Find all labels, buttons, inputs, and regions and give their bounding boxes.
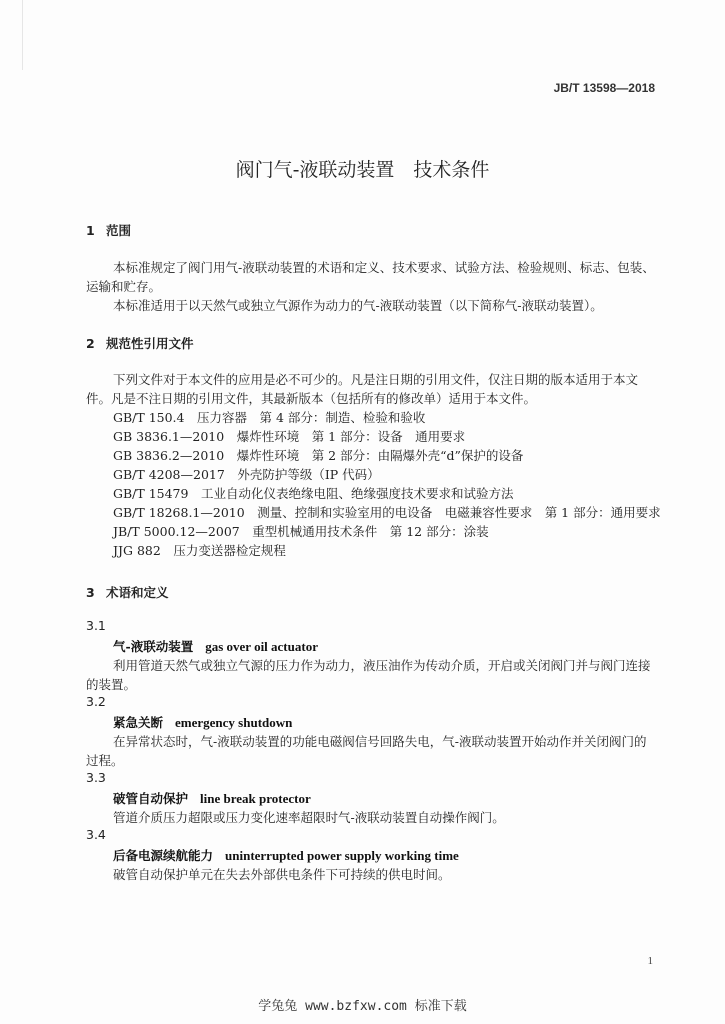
- section-number: 2: [86, 336, 95, 351]
- paragraph-line: 本标准规定了阀门用气-液联动装置的术语和定义、技术要求、试验方法、检验规则、标志、包装、: [113, 260, 655, 275]
- paragraph-line: 件。凡是不注日期的引用文件，其最新版本（包括所有的修改单）适用于本文件。: [86, 391, 537, 406]
- term-zh: 后备电源续航能力: [113, 848, 214, 863]
- section-3-heading: [86, 583, 169, 601]
- term-en: line break protector: [200, 791, 311, 806]
- term-number: 3.1: [86, 618, 106, 633]
- reference-item: GB 3836.1—2010 爆炸性环境 第 1 部分：设备 通用要求: [113, 429, 466, 444]
- term-heading: [113, 637, 318, 655]
- definition-line: 的装置。: [86, 677, 137, 692]
- term-zh: 破管自动保护: [113, 791, 189, 806]
- section-1-heading: [86, 221, 131, 239]
- term-number: 3.4: [86, 827, 106, 842]
- page-number: 1: [647, 955, 653, 967]
- paragraph-line: 本标准适用于以天然气或独立气源作为动力的气-液联动装置（以下简称气-液联动装置）。: [113, 298, 603, 313]
- watermark-footer: 学兔兔 www.bzfxw.com 标准下载: [258, 999, 467, 1014]
- definition-line: 破管自动保护单元在失去外部供电条件下可持续的供电时间。: [113, 867, 451, 882]
- term-heading: [113, 789, 311, 807]
- section-number: 1: [86, 223, 95, 238]
- term-heading: [113, 846, 459, 864]
- term-en: gas over oil actuator: [205, 639, 318, 654]
- term-en: emergency shutdown: [175, 715, 293, 730]
- term-zh: 紧急关断: [113, 715, 164, 730]
- section-title: 术语和定义: [106, 585, 169, 600]
- reference-item: GB 3836.2—2010 爆炸性环境 第 2 部分：由隔爆外壳“d”保护的设备: [113, 448, 524, 463]
- term-en: uninterrupted power supply working time: [225, 848, 459, 863]
- term-zh: 气-液联动装置: [113, 639, 194, 654]
- definition-line: 利用管道天然气或独立气源的压力作为动力，液压油作为传动介质，开启或关闭阀门并与阀门连接: [113, 658, 651, 673]
- section-number: 3: [86, 585, 95, 600]
- term-heading: [113, 713, 292, 731]
- document-title: 阀门气-液联动装置 技术条件: [235, 159, 490, 181]
- term-number: 3.3: [86, 770, 106, 785]
- scan-margin-line: [22, 0, 23, 70]
- section-title: 范围: [106, 223, 132, 238]
- reference-item: JB/T 5000.12—2007 重型机械通用技术条件 第 12 部分：涂装: [113, 524, 489, 539]
- definition-line: 过程。: [86, 753, 124, 768]
- definition-line: 在异常状态时，气-液联动装置的功能电磁阀信号回路失电，气-液联动装置开始动作并关闭阀门的: [113, 734, 647, 749]
- reference-item: GB/T 150.4 压力容器 第 4 部分：制造、检验和验收: [113, 410, 426, 425]
- standard-number: JB/T 13598—2018: [553, 81, 655, 95]
- section-2-heading: [86, 334, 194, 352]
- reference-item: GB/T 15479 工业自动化仪表绝缘电阻、绝缘强度技术要求和试验方法: [113, 486, 514, 501]
- reference-item: GB/T 4208—2017 外壳防护等级（IP 代码）: [113, 467, 380, 482]
- paragraph-line: 下列文件对于本文件的应用是必不可少的。凡是注日期的引用文件，仅注日期的版本适用于本文: [113, 372, 639, 387]
- definition-line: 管道介质压力超限或压力变化速率超限时气-液联动装置自动操作阀门。: [113, 810, 505, 825]
- reference-item: JJG 882 压力变送器检定规程: [113, 543, 286, 558]
- term-number: 3.2: [86, 694, 106, 709]
- section-title: 规范性引用文件: [106, 336, 194, 351]
- paragraph-line: 运输和贮存。: [86, 279, 162, 294]
- reference-item: GB/T 18268.1—2010 测量、控制和实验室用的电设备 电磁兼容性要求 第 1 部分：通用要求: [113, 505, 661, 520]
